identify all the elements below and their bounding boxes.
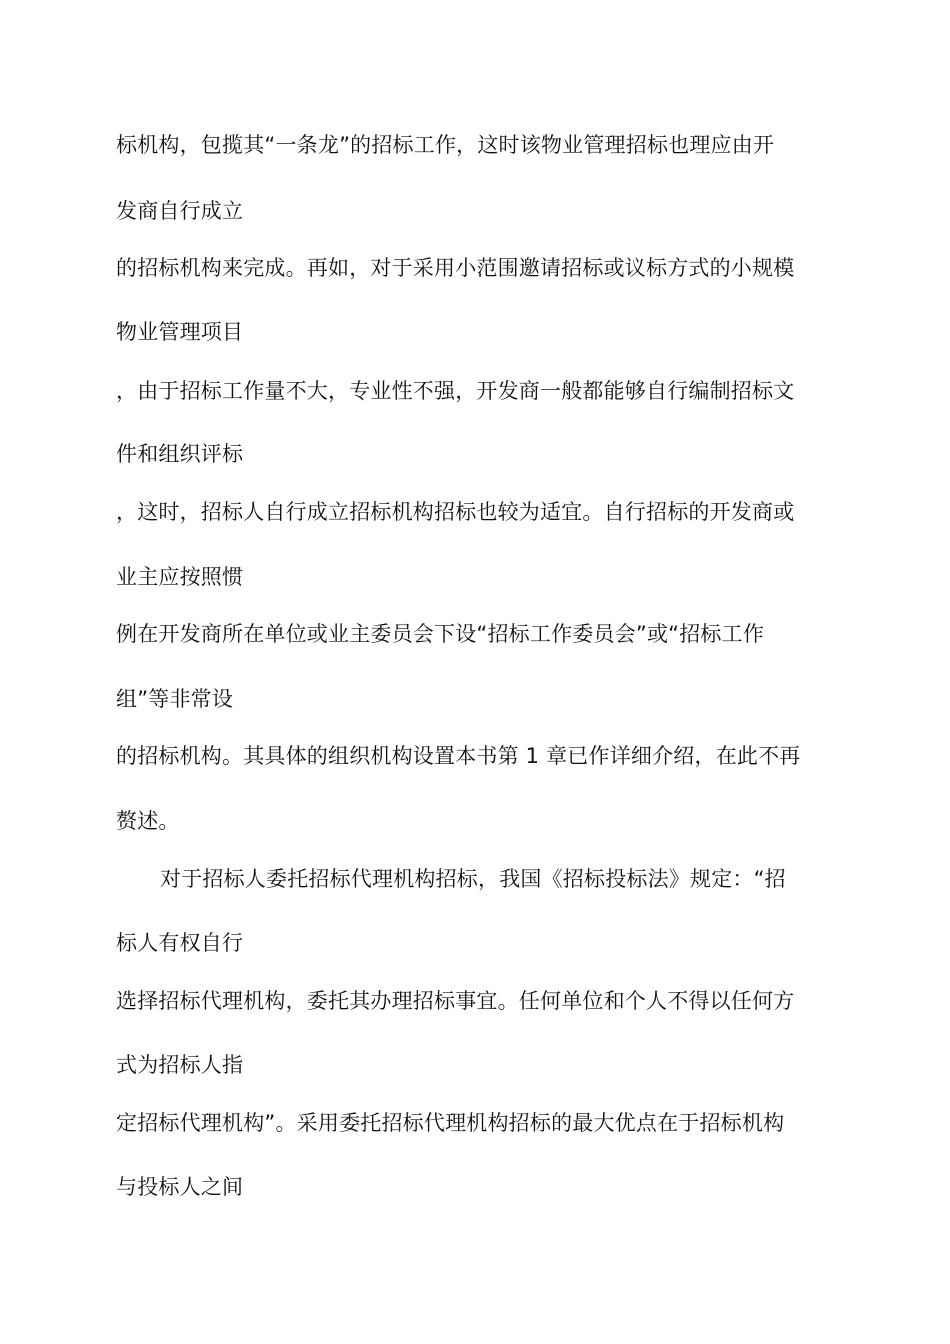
text-line: 例在开发商所在单位或业主委员会下设“招标工作委员会”或“招标工作	[116, 622, 765, 646]
paragraph-first-line: 对于招标人委托招标代理机构招标，我国《招标投标法》规定：“招	[160, 867, 786, 891]
text-line: 发商自行成立	[116, 199, 244, 223]
text-line: 的招标机构来完成。再如，对于采用小范围邀请招标或议标方式的小规模	[116, 256, 795, 280]
text-line: ，由于招标工作量不大，专业性不强，开发商一般都能够自行编制招标文	[116, 379, 795, 403]
text-line: 式为招标人指	[116, 1053, 244, 1077]
text-line: 定招标代理机构”。采用委托招标代理机构招标的最大优点在于招标机构	[116, 1111, 785, 1135]
text-line: 标人有权自行	[116, 931, 244, 955]
text-line: 标机构，包揽其“一条龙”的招标工作，这时该物业管理招标也理应由开	[116, 133, 775, 157]
text-line: 与投标人之间	[116, 1175, 244, 1199]
text-line: 件和组织评标	[116, 442, 244, 466]
text-line: 组”等非常设	[116, 687, 234, 711]
text-line: 业主应按照惯	[116, 565, 244, 589]
text-line: ，这时，招标人自行成立招标机构招标也较为适宜。自行招标的开发商或	[116, 500, 795, 524]
text-line: 物业管理项目	[116, 320, 244, 344]
text-line: 选择招标代理机构，委托其办理招标事宜。任何单位和个人不得以任何方	[116, 989, 795, 1013]
text-line: 赘述。	[116, 809, 180, 833]
text-line: 的招标机构。其具体的组织机构设置本书第 1 章已作详细介绍，在此不再	[116, 744, 801, 768]
